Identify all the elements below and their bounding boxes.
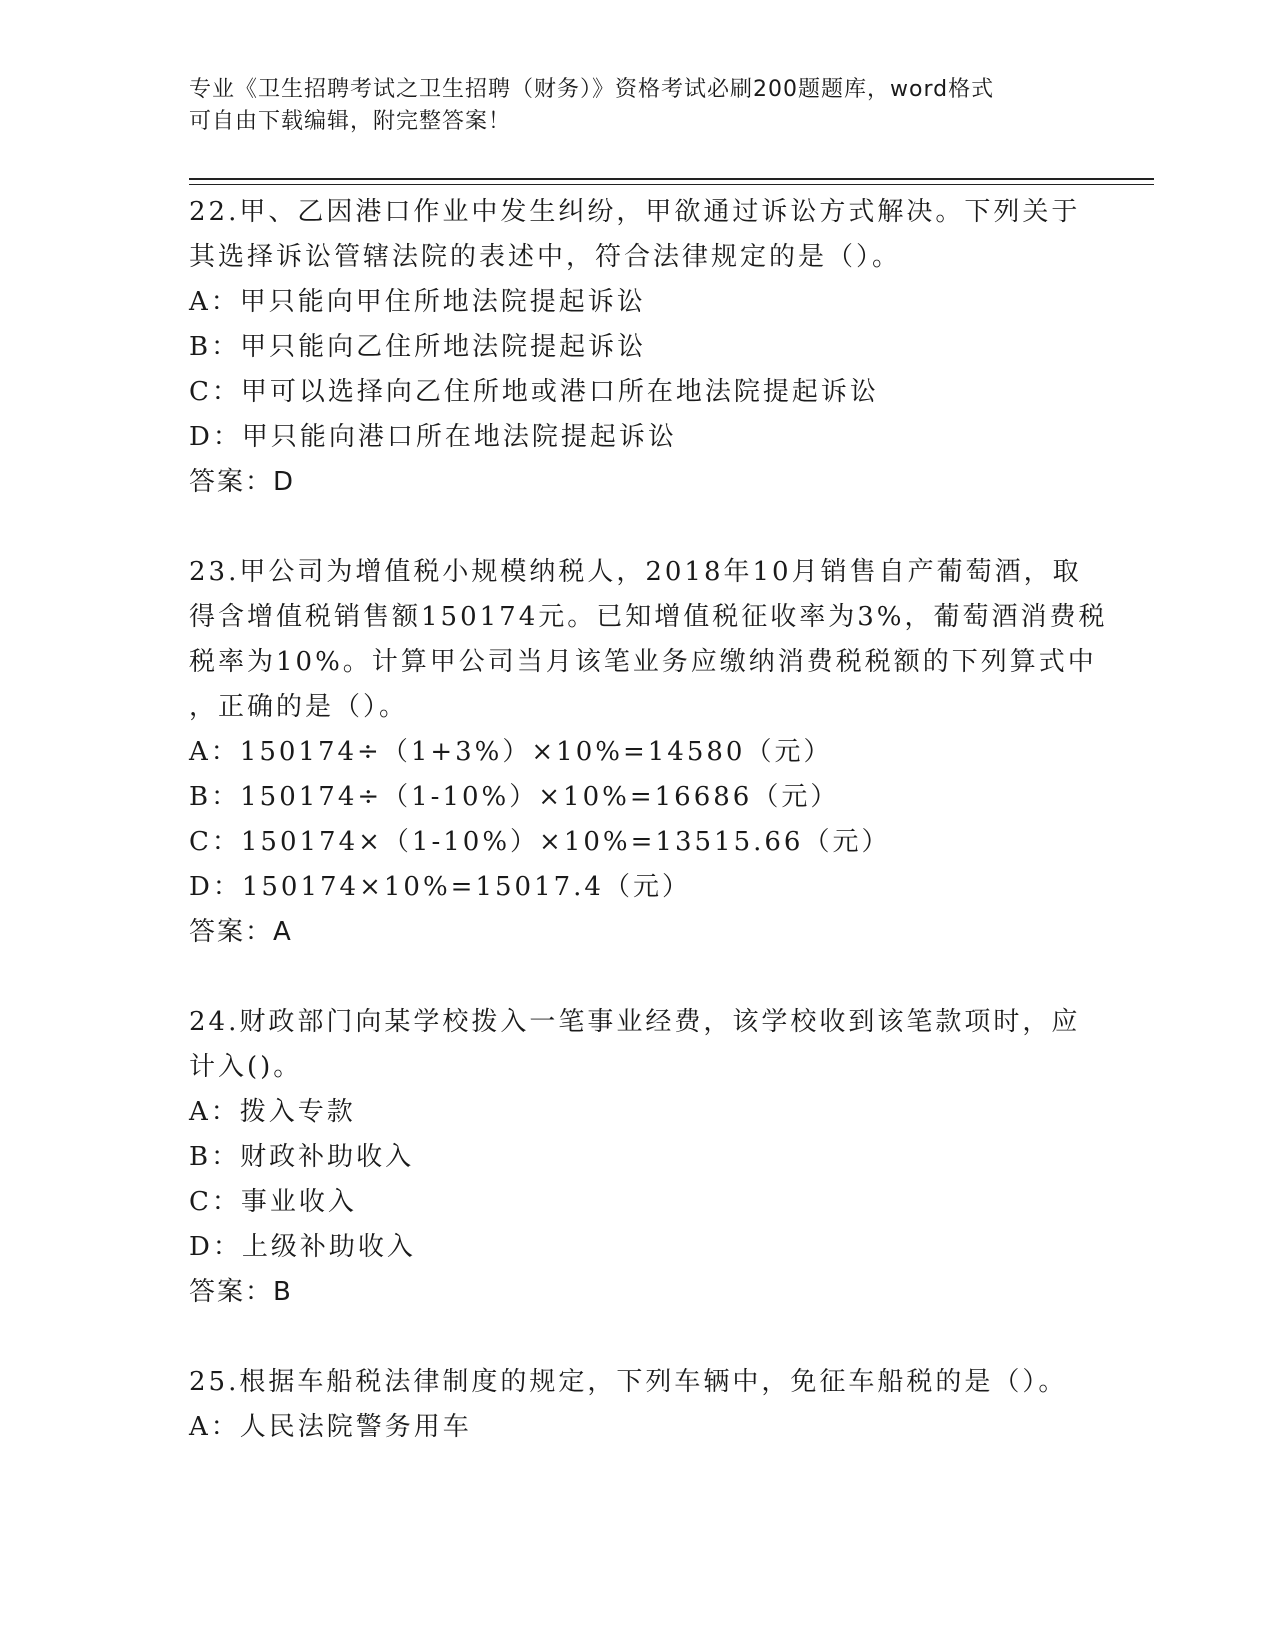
option-d: D：150174×10%=15017.4（元） <box>189 872 691 902</box>
header-divider-thin <box>189 184 1154 185</box>
answer: 答案：D <box>189 467 296 497</box>
question-stem: 得含增值税销售额150174元。已知增值税征收率为3%，葡萄酒消费税 <box>189 602 1108 632</box>
question-stem: 23.甲公司为增值税小规模纳税人，2018年10月销售自产葡萄酒，取 <box>189 557 1082 587</box>
option-c: C：150174×（1-10%）×10%=13515.66（元） <box>189 827 891 857</box>
option-c: C：事业收入 <box>189 1187 357 1217</box>
option-a: A：150174÷（1+3%）×10%=14580（元） <box>189 737 833 767</box>
answer: 答案：A <box>189 917 293 947</box>
option-a: A：拨入专款 <box>189 1097 356 1127</box>
question-stem: 计入()。 <box>189 1052 303 1082</box>
question-24 <box>189 1000 1089 1315</box>
option-d: D：上级补助收入 <box>189 1232 416 1262</box>
answer: 答案：B <box>189 1277 293 1307</box>
header-line-2: 可自由下载编辑，附完整答案！ <box>189 109 512 134</box>
question-stem: 25.根据车船税法律制度的规定，下列车辆中，免征车船税的是（）。 <box>189 1367 1068 1397</box>
question-list <box>189 190 1108 1495</box>
question-23 <box>189 550 1108 955</box>
option-b: B：150174÷（1-10%）×10%=16686（元） <box>189 782 840 812</box>
question-stem: 24.财政部门向某学校拨入一笔事业经费，该学校收到该笔款项时，应 <box>189 1007 1081 1037</box>
option-a: A：人民法院警务用车 <box>189 1412 472 1442</box>
document-header <box>189 74 1069 138</box>
question-stem: 22.甲、乙因港口作业中发生纠纷，甲欲通过诉讼方式解决。下列关于 <box>189 197 1081 227</box>
header-line-1: 专业《卫生招聘考试之卫生招聘（财务）》资格考试必刷200题题库，word格式 <box>189 77 995 102</box>
option-a: A：甲只能向甲住所地法院提起诉讼 <box>189 287 646 317</box>
question-stem: 税率为10%。计算甲公司当月该笔业务应缴纳消费税税额的下列算式中 <box>189 647 1097 677</box>
header-divider <box>189 178 1154 180</box>
option-c: C：甲可以选择向乙住所地或港口所在地法院提起诉讼 <box>189 377 879 407</box>
question-stem: 其选择诉讼管辖法院的表述中，符合法律规定的是（）。 <box>189 242 902 272</box>
option-d: D：甲只能向港口所在地法院提起诉讼 <box>189 422 677 452</box>
question-stem: ，正确的是（）。 <box>189 692 409 722</box>
option-b: B：财政补助收入 <box>189 1142 415 1172</box>
option-b: B：甲只能向乙住所地法院提起诉讼 <box>189 332 647 362</box>
question-22 <box>189 190 1089 505</box>
question-25 <box>189 1360 1089 1450</box>
